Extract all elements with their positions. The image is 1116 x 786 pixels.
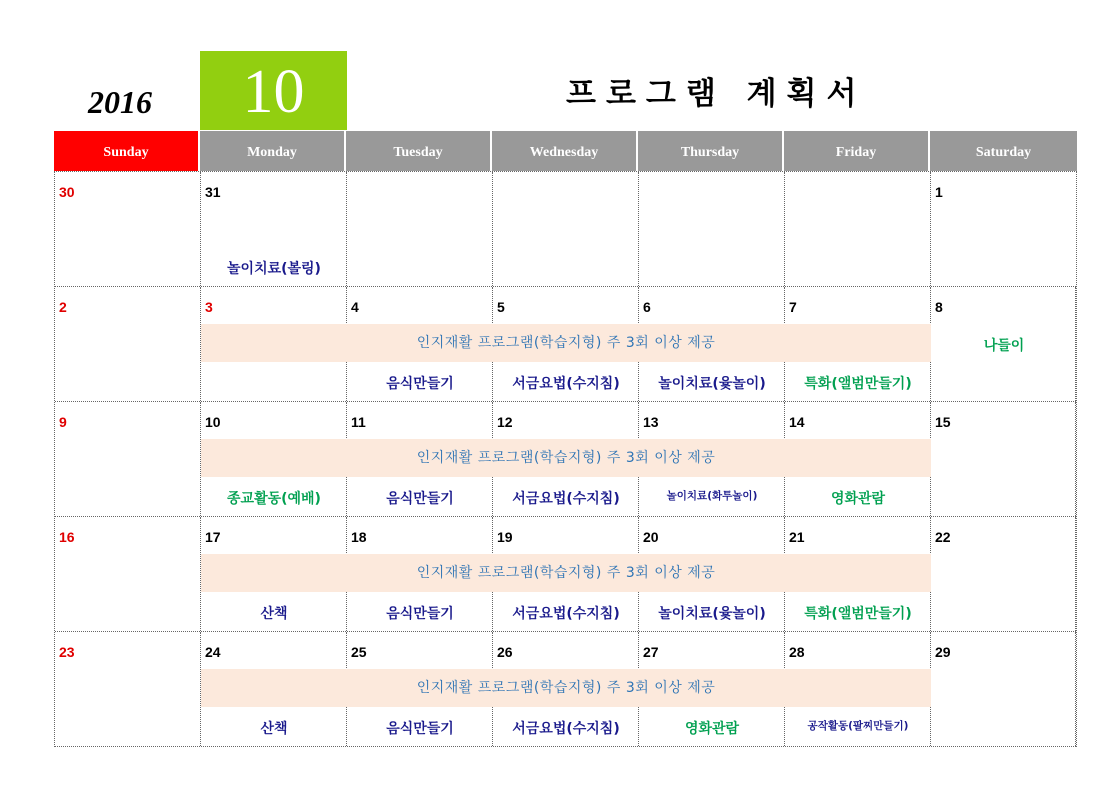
day-cell[interactable] bbox=[931, 172, 1076, 286]
activity-label: 놀이치료(윷놀이) bbox=[658, 606, 766, 622]
activity-label: 놀이치료(윷놀이) bbox=[658, 376, 766, 392]
activity-label: 영화관람 bbox=[830, 491, 886, 507]
day-number: 3 bbox=[205, 299, 213, 315]
day-cell[interactable] bbox=[55, 287, 201, 401]
day-number: 19 bbox=[497, 529, 513, 545]
activity-label: 서금요법(수지침) bbox=[512, 491, 620, 507]
day-number: 4 bbox=[351, 299, 359, 315]
month-badge: 10 bbox=[200, 51, 347, 130]
day-cell[interactable] bbox=[931, 517, 1076, 631]
day-number: 2 bbox=[59, 299, 67, 315]
day-number: 26 bbox=[497, 644, 513, 660]
day-number: 30 bbox=[59, 184, 75, 200]
program-band: 인지재활 프로그램(학습지형) 주 3회 이상 제공 bbox=[201, 669, 931, 707]
day-number: 28 bbox=[789, 644, 805, 660]
activity-label: 서금요법(수지침) bbox=[512, 721, 620, 737]
day-number: 9 bbox=[59, 414, 67, 430]
day-number: 24 bbox=[205, 644, 221, 660]
day-cell[interactable] bbox=[55, 517, 201, 631]
activity-label: 산책 bbox=[260, 721, 288, 737]
activity-label: 음식만들기 bbox=[386, 721, 454, 737]
activity-label: 서금요법(수지침) bbox=[512, 606, 620, 622]
activity-label: 나들이 bbox=[983, 338, 1025, 354]
activity-label: 서금요법(수지침) bbox=[512, 376, 620, 392]
activity-label: 영화관람 bbox=[684, 721, 740, 737]
day-number: 8 bbox=[935, 299, 943, 315]
day-number: 20 bbox=[643, 529, 659, 545]
day-cell[interactable] bbox=[931, 287, 1076, 401]
calendar-grid bbox=[54, 131, 1077, 747]
week-row bbox=[55, 632, 1076, 747]
day-number: 1 bbox=[935, 184, 943, 200]
day-number: 17 bbox=[205, 529, 221, 545]
weekday-header-sunday: Sunday bbox=[54, 131, 200, 171]
page-title: 프로그램 계획서 bbox=[566, 76, 867, 112]
week-row bbox=[55, 402, 1076, 517]
day-number: 25 bbox=[351, 644, 367, 660]
day-number: 5 bbox=[497, 299, 505, 315]
day-cell[interactable] bbox=[347, 172, 493, 286]
activity-label: 공작활동(팔찌만들기) bbox=[807, 720, 909, 732]
weekday-header-thursday: Thursday bbox=[638, 131, 784, 171]
day-number: 11 bbox=[351, 414, 366, 430]
day-number: 14 bbox=[789, 414, 805, 430]
program-band: 인지재활 프로그램(학습지형) 주 3회 이상 제공 bbox=[201, 324, 931, 362]
weekday-header-friday: Friday bbox=[784, 131, 930, 171]
calendar-weeks bbox=[54, 171, 1077, 747]
activity-label: 종교활동(예배) bbox=[227, 491, 321, 507]
activity-label: 음식만들기 bbox=[386, 376, 454, 392]
day-number: 31 bbox=[205, 184, 221, 200]
activity-label: 음식만들기 bbox=[386, 491, 454, 507]
day-number: 13 bbox=[643, 414, 659, 430]
day-number: 16 bbox=[59, 529, 75, 545]
day-number: 21 bbox=[789, 529, 805, 545]
day-number: 15 bbox=[935, 414, 951, 430]
day-cell[interactable] bbox=[201, 172, 347, 286]
day-cell[interactable] bbox=[931, 632, 1076, 746]
day-number: 6 bbox=[643, 299, 651, 315]
day-cell[interactable] bbox=[493, 172, 639, 286]
day-cell[interactable] bbox=[55, 632, 201, 746]
activity-label: 놀이치료(화투놀이) bbox=[666, 490, 758, 502]
weekday-header-wednesday: Wednesday bbox=[492, 131, 638, 171]
day-number: 12 bbox=[497, 414, 513, 430]
activity-label: 놀이치료(볼링) bbox=[227, 261, 321, 277]
weekday-header-row bbox=[54, 131, 1077, 171]
weekday-header-monday: Monday bbox=[200, 131, 346, 171]
program-band: 인지재활 프로그램(학습지형) 주 3회 이상 제공 bbox=[201, 554, 931, 592]
year-label: 2016 bbox=[88, 84, 152, 120]
program-band: 인지재활 프로그램(학습지형) 주 3회 이상 제공 bbox=[201, 439, 931, 477]
weekday-header-tuesday: Tuesday bbox=[346, 131, 492, 171]
day-cell[interactable] bbox=[55, 402, 201, 516]
day-number: 23 bbox=[59, 644, 75, 660]
week-row bbox=[55, 517, 1076, 632]
day-number: 27 bbox=[643, 644, 659, 660]
day-cell[interactable] bbox=[55, 172, 201, 286]
day-number: 7 bbox=[789, 299, 797, 315]
day-cell[interactable] bbox=[785, 172, 931, 286]
day-cell[interactable] bbox=[931, 402, 1076, 516]
activity-label: 산책 bbox=[260, 606, 288, 622]
week-row bbox=[55, 287, 1076, 402]
day-number: 29 bbox=[935, 644, 951, 660]
activity-label: 특화(앨범만들기) bbox=[804, 606, 912, 622]
day-number: 10 bbox=[205, 414, 221, 430]
day-number: 18 bbox=[351, 529, 367, 545]
day-number: 22 bbox=[935, 529, 951, 545]
week-row bbox=[55, 172, 1076, 287]
activity-label: 음식만들기 bbox=[386, 606, 454, 622]
day-cell[interactable] bbox=[639, 172, 785, 286]
weekday-header-saturday: Saturday bbox=[930, 131, 1077, 171]
activity-label: 특화(앨범만들기) bbox=[804, 376, 912, 392]
